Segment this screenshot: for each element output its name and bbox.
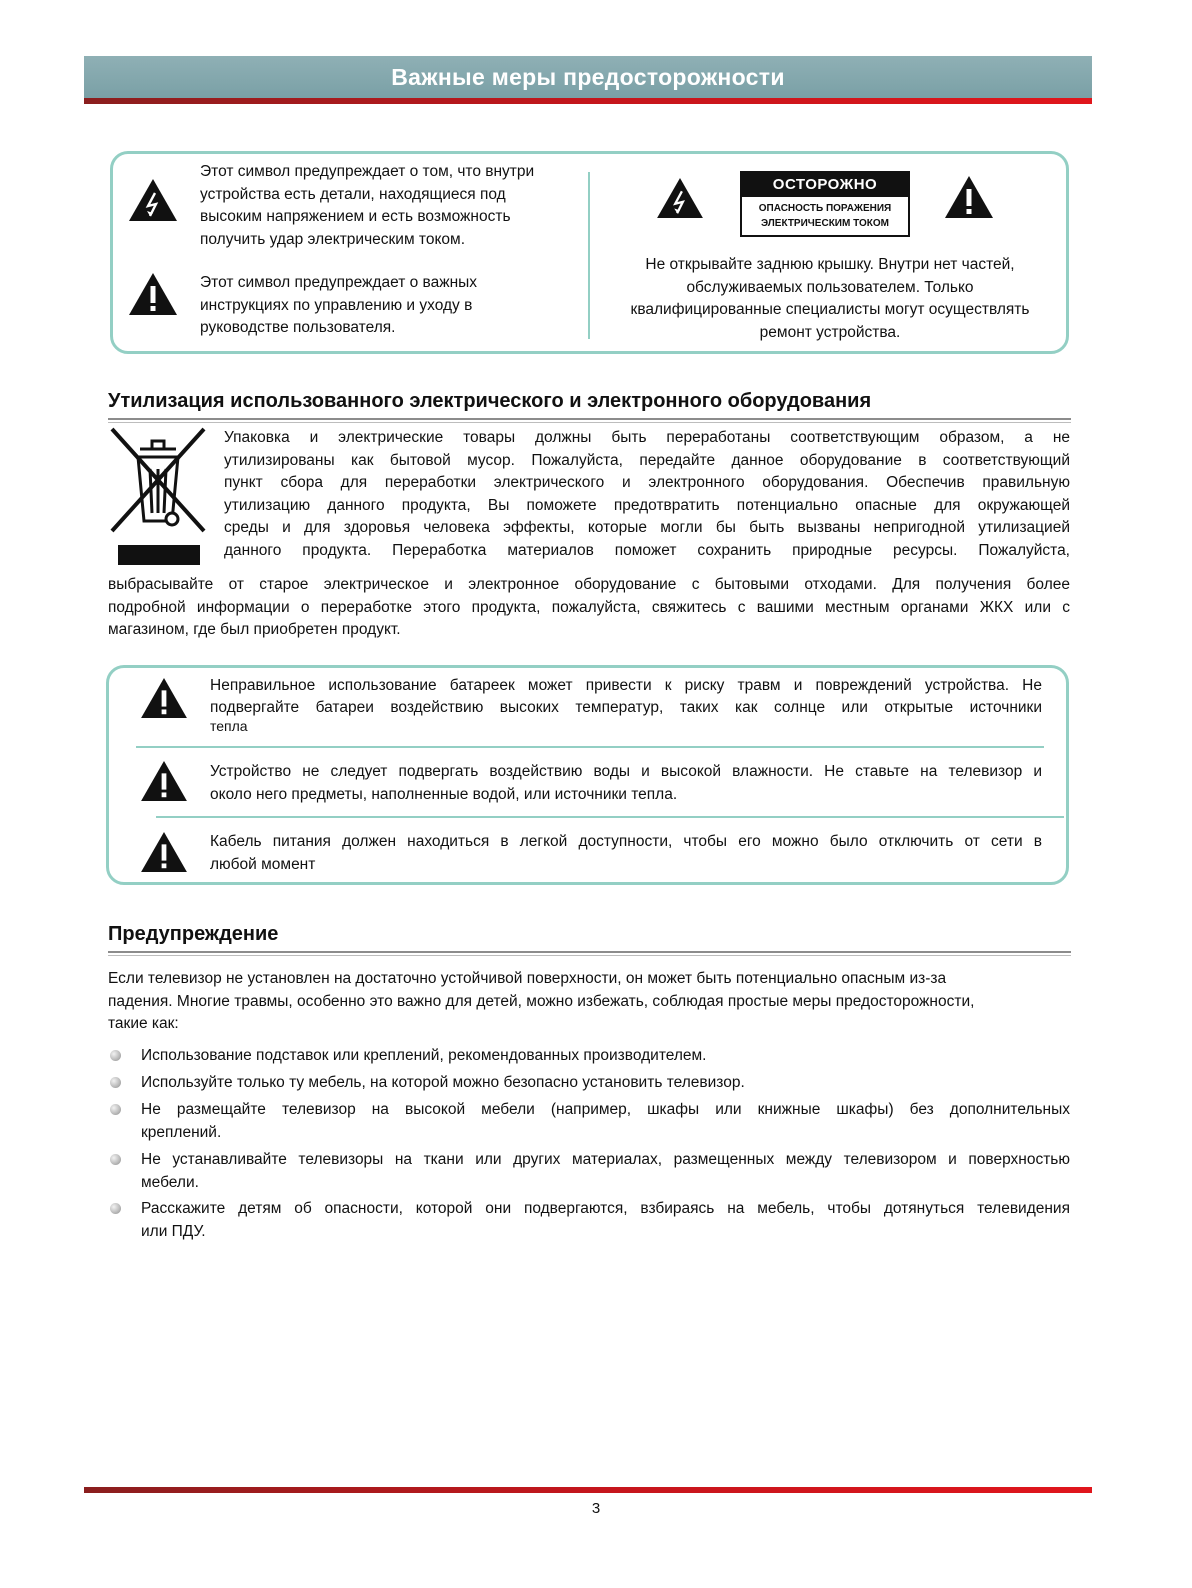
list-item: Не устанавливайте телевизоры на ткани или других материалах, размещенных между телевизором и поверхностью мебели. — [141, 1151, 1070, 1191]
list-item: Использование подставок или креплений, рекомендованных производителем. — [141, 1047, 707, 1064]
electric-shock-icon — [128, 178, 178, 222]
water-warning-text: Устройство не следует подвергать воздействию воды и высокой влажности. Не ставьте на телевизор и около него предметы, наполненные водой, или источники тепла. — [210, 763, 1042, 803]
exclamation-warning-icon — [128, 272, 178, 316]
page-title: Важные меры предосторожности — [391, 63, 785, 90]
footer-red-rule — [84, 1487, 1092, 1493]
battery-warning-text: Неправильное использование батареек может привести к риску травм и повреждений устройства. Не подвергайте батареи воздействию высоких температур, таких как солнце или открытые источники тепла — [210, 677, 1042, 734]
symbols-divider — [588, 172, 590, 339]
warning-title: Предупреждение — [108, 923, 279, 945]
section-rule — [108, 418, 1071, 420]
bullet-icon — [110, 1154, 121, 1165]
electric-shock-icon — [655, 177, 705, 219]
warning-intro: Если телевизор не установлен на достаточно устойчивой поверхности, он может быть потенциально опасным из-за падения. Многие травмы, особенно это важно для детей, можно избежать, соблюдая простые меры предосторожности, такие как: — [108, 970, 975, 1032]
warning-divider — [136, 746, 1044, 748]
disposal-paragraph-full: выбрасывайте от старое электрическое и электронное оборудование с бытовыми отходами. Для получения более подробной информации о переработке этого продукта, пожалуйста, свяжитесь с вашими местным органами ЖКХ или с магазином, где был приобретен продукт. — [108, 576, 1070, 638]
exclamation-warning-icon — [140, 677, 188, 719]
section-rule — [108, 951, 1071, 953]
exclamation-warning-icon — [140, 760, 188, 802]
shock-symbol-text: Этот символ предупреждает о том, что внутри устройства есть детали, находящиеся под высоким напряжением и есть возможность получить удар электрическим током. — [200, 163, 535, 248]
bullet-icon — [110, 1050, 121, 1061]
disposal-title: Утилизация использованного электрического и электронного оборудования — [108, 390, 872, 412]
section-rule-thin — [108, 422, 1071, 423]
page-number: 3 — [591, 1500, 601, 1517]
power-cable-warning-text: Кабель питания должен находиться в легкой доступности, чтобы его можно было отключить от сети в любой момент — [210, 833, 1042, 873]
caution-subtitle: ОПАСНОСТЬ ПОРАЖЕНИЯ ЭЛЕКТРИЧЕСКИМ ТОКОМ — [758, 203, 892, 229]
back-cover-text: Не открывайте заднюю крышку. Внутри нет частей, обслуживаемых пользователем. Только квалифицированные специалисты могут осуществлять ремонт устройства. — [630, 256, 1030, 341]
header-red-rule — [84, 98, 1092, 104]
caution-title: ОСТОРОЖНО — [742, 173, 908, 197]
bullet-icon — [110, 1077, 121, 1088]
exclamation-warning-icon — [944, 175, 994, 219]
weee-bin-icon — [108, 427, 208, 567]
list-item: Не размещайте телевизор на высокой мебели (например, шкафы или книжные шкафы) без дополнительных креплений. — [141, 1101, 1070, 1141]
bullet-icon — [110, 1203, 121, 1214]
header-bar — [84, 56, 1092, 98]
warning-divider — [156, 816, 1064, 818]
disposal-paragraph-indented: Упаковка и электрические товары должны быть переработаны соответствующим образом, а не утилизированы как бытовой мусор. Пожалуйста, передайте данное оборудование в соответствующий пункт сбора для переработки электрического и электронного оборудования. Обеспечив правильную утилизацию данного продукта, Вы поможете предотвратить потенциально опасные для окружающей среды и для здоровья человека эффекты, которые могли бы быть вызваны непригодной утилизацией данного продукта. Переработка материалов поможет сохранить природные ресурсы. Пожалуйста, — [224, 429, 1070, 559]
list-item: Расскажите детям об опасности, которой они подвергаются, взбираясь на мебель, чтобы дотянуться телевидения или ПДУ. — [141, 1200, 1070, 1240]
bullet-icon — [110, 1104, 121, 1115]
list-item: Используйте только ту мебель, на которой можно безопасно установить телевизор. — [141, 1074, 745, 1091]
caution-label — [740, 171, 910, 237]
exclamation-warning-icon — [140, 831, 188, 873]
section-rule-thin — [108, 955, 1071, 956]
exclaim-symbol-text: Этот символ предупреждает о важных инструкциях по управлению и уходу в руководстве пользователя. — [200, 274, 478, 336]
